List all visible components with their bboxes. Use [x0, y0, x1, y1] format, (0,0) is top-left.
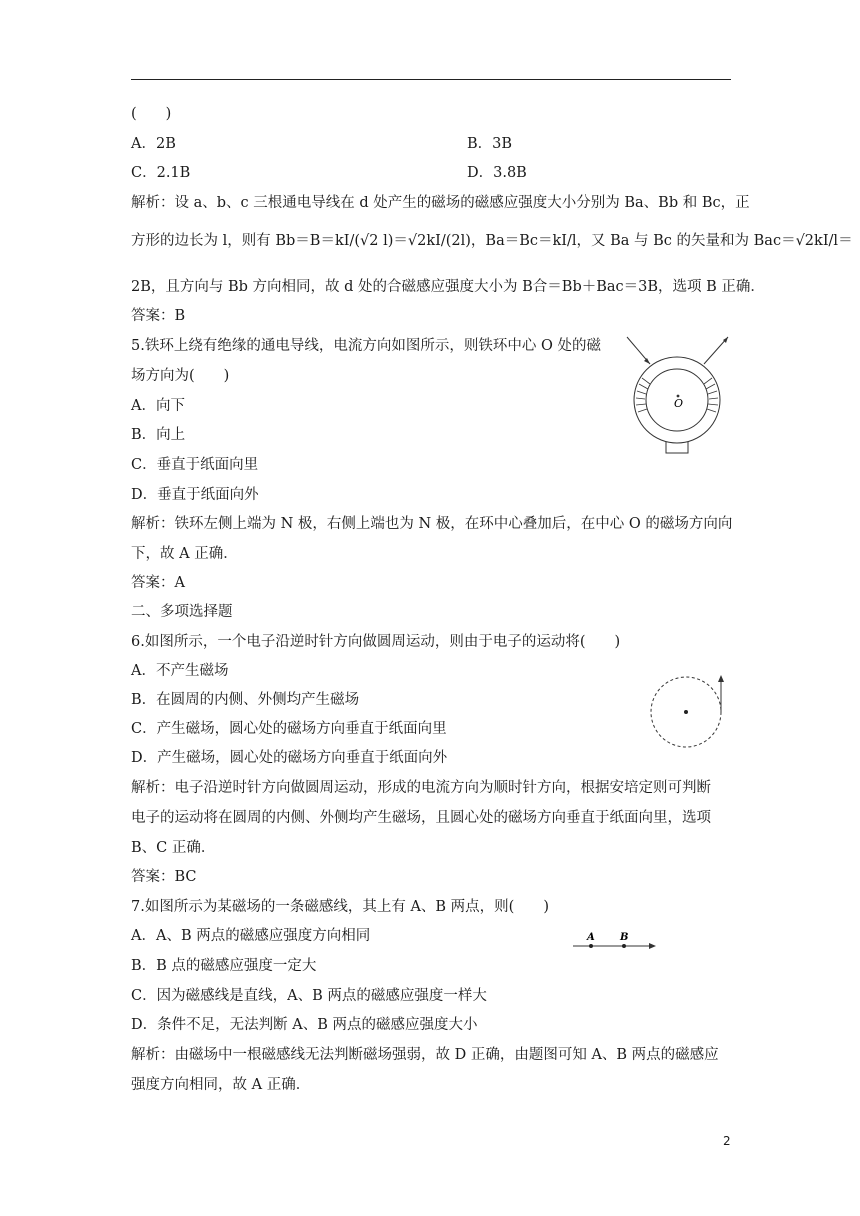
q5-option-c: C．垂直于纸面向里 — [131, 457, 259, 473]
iron-ring-figure — [622, 334, 734, 456]
q7-analysis-line-2: 强度方向相同，故 A 正确． — [131, 1077, 311, 1093]
orbit-center — [684, 710, 688, 714]
q5-option-a: A．向下 — [131, 398, 185, 414]
q5-analysis-line-1: 解析：铁环左侧上端为 N 极，右侧上端也为 N 极，在环中心叠加后，在中心 O 的磁场方向向 — [131, 516, 733, 532]
q7-option-d: D．条件不足，无法判断 A、B 两点的磁感应强度大小 — [131, 1017, 478, 1033]
q4-option-d: D．3.8B — [467, 165, 527, 181]
center-label-o: O — [674, 397, 684, 410]
field-line-arrow — [649, 943, 656, 949]
q4-answer: 答案：B — [131, 308, 186, 324]
q6-analysis-line-2: 电子的运动将在圆周的内侧、外侧均产生磁场，且圆心处的磁场方向垂直于纸面向里，选项 — [131, 810, 711, 826]
q4-paren: ( ) — [131, 106, 172, 122]
q5-option-b: B．向上 — [131, 427, 186, 443]
q7-analysis-line-1: 解析：由磁场中一根磁感线无法判断磁场强弱，故 D 正确，由题图可知 A、B 两点的磁感应 — [131, 1047, 719, 1063]
q6-option-c: C．产生磁场，圆心处的磁场方向垂直于纸面向里 — [131, 721, 447, 737]
page-number: 2 — [723, 1134, 731, 1148]
section-title-multiple-choice: 二、多项选择题 — [131, 604, 233, 620]
q4-analysis-line-2: 方形的边长为 l，则有 Bb＝B＝kI/(√2 l)＝√2kI/(2l)，Ba＝Bc＝kI/l，又 Ba 与 Bc 的矢量和为 Bac＝√2kI/l＝ — [131, 233, 853, 249]
q4-analysis-line-3: 2B，且方向与 Bb 方向相同，故 d 处的合磁感应强度大小为 B合＝Bb＋Bac＝3B，选项 B 正确． — [131, 279, 765, 295]
q6-analysis-line-3: B、C 正确． — [131, 840, 216, 856]
q4-option-b: B．3B — [467, 136, 513, 152]
q5-stem-line-1: 5.铁环上绕有绝缘的通电导线，电流方向如图所示，则铁环中心 O 处的磁 — [131, 338, 601, 354]
point-a — [589, 944, 593, 948]
q6-answer: 答案：BC — [131, 869, 197, 885]
q7-option-b: B．B 点的磁感应强度一定大 — [131, 958, 317, 974]
field-line-figure — [570, 928, 660, 954]
q5-option-d: D．垂直于纸面向外 — [131, 487, 259, 503]
point-a-label: A — [587, 932, 595, 943]
q4-option-c: C．2.1B — [131, 165, 191, 181]
left-lead-arrow — [644, 358, 650, 364]
q7-stem: 7.如图所示为某磁场的一条磁感线，其上有 A、B 两点，则( ) — [131, 899, 549, 915]
point-b — [622, 944, 626, 948]
q6-option-b: B．在圆周的内侧、外侧均产生磁场 — [131, 692, 360, 708]
q6-option-a: A．不产生磁场 — [131, 663, 229, 679]
q6-stem: 6.如图所示，一个电子沿逆时针方向做圆周运动，则由于电子的运动将( ) — [131, 634, 621, 650]
circular-motion-figure — [646, 670, 728, 750]
q5-answer: 答案：A — [131, 575, 185, 591]
header-rule — [131, 79, 731, 80]
q7-option-a: A．A、B 两点的磁感应强度方向相同 — [131, 928, 371, 944]
q6-option-d: D．产生磁场，圆心处的磁场方向垂直于纸面向外 — [131, 750, 448, 766]
q5-analysis-line-2: 下，故 A 正确． — [131, 546, 238, 562]
q4-analysis-line-1: 解析：设 a、b、c 三根通电导线在 d 处产生的磁场的磁感应强度大小分别为 Ba、Bb 和 Bc，正 — [131, 195, 750, 211]
q5-stem-line-2: 场方向为( ) — [131, 368, 230, 384]
q6-analysis-line-1: 解析：电子沿逆时针方向做圆周运动，形成的电流方向为顺时针方向，根据安培定则可判断 — [131, 780, 711, 796]
velocity-arrow-head — [718, 675, 724, 682]
q7-option-c: C．因为磁感线是直线，A、B 两点的磁感应强度一样大 — [131, 988, 487, 1004]
point-b-label: B — [620, 932, 629, 943]
q4-option-a: A．2B — [131, 136, 176, 152]
